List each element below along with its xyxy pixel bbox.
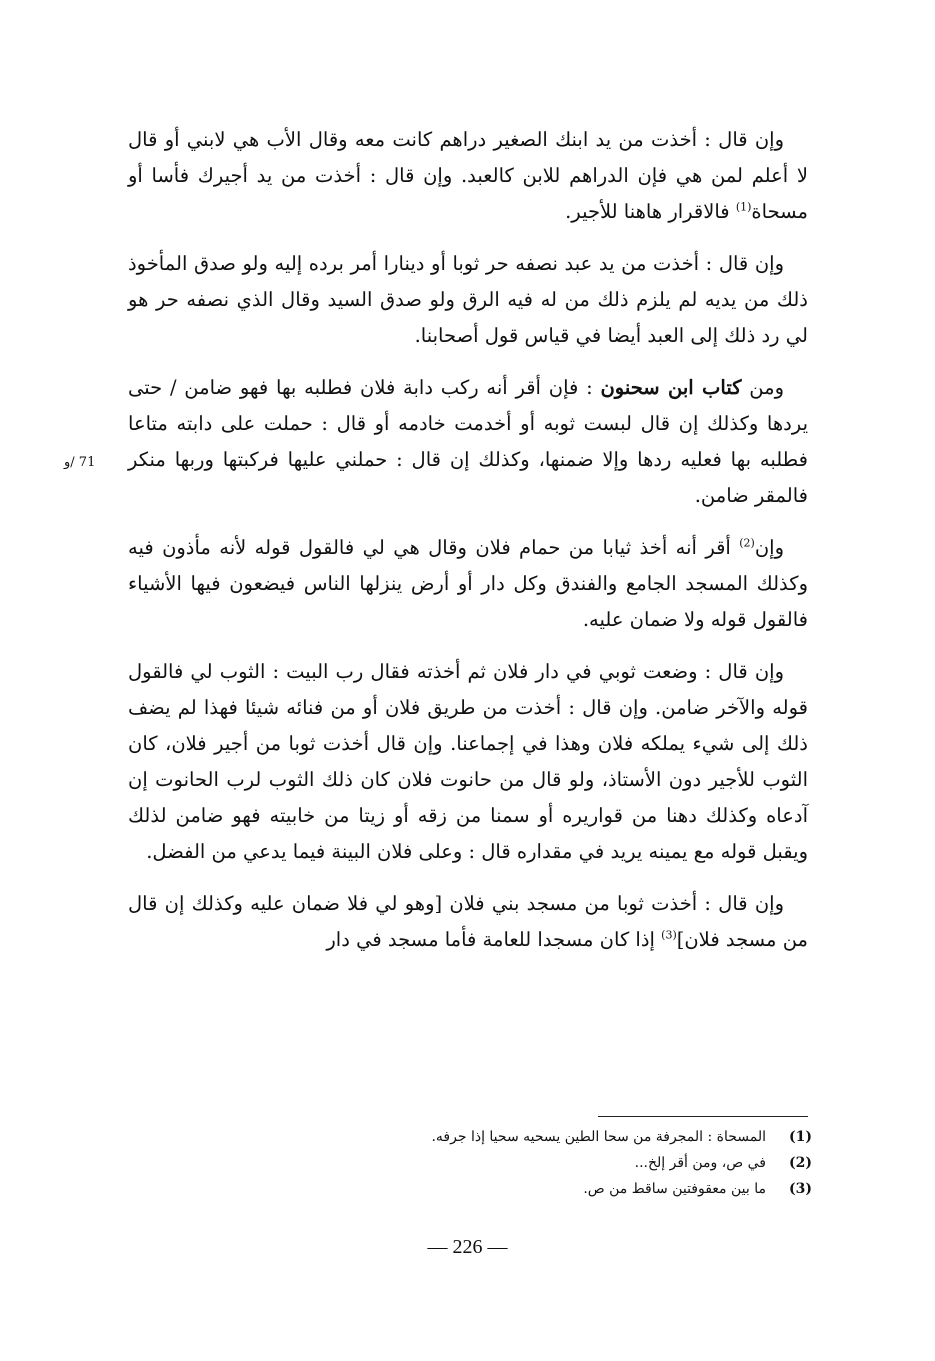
paragraph-6-text-continued: إذا كان مسجدا للعامة فأما مسجد في دار — [326, 928, 662, 951]
paragraph-2 — [128, 246, 808, 354]
footnote-2-text: في ص، ومن أقر إلخ... — [634, 1155, 766, 1171]
footnote-3-text: ما بين معقوفتين ساقط من ص. — [583, 1181, 766, 1197]
paragraph-2-text: وإن قال : أخذت من يد عبد نصفه حر ثوبا أو دينارا أمر برده إليه ولو صدق المأخوذ ذلك من يديه لم يلزم ذلك من له فيه الرق ولو صدق السيد وقال الذي نصفه حر هو لي رد ذلك إلى العبد أيضا في قياس قول أصحابنا. — [128, 252, 808, 347]
book-title-bold: كتاب ابن سحنون — [600, 376, 742, 399]
paragraph-3 — [128, 370, 808, 514]
main-text-block — [128, 122, 808, 974]
paragraph-3-lead: ومن — [741, 376, 784, 399]
footnote-marker-1: (1) — [735, 200, 752, 214]
footnote-2-number: (2) — [789, 1155, 812, 1171]
footnote-marker-3: (3) — [661, 928, 677, 942]
footnote-1-number: (1) — [789, 1129, 812, 1145]
footnotes-section — [300, 1124, 812, 1202]
footnote-marker-2: (2) — [739, 536, 755, 550]
paragraph-4 — [128, 530, 808, 638]
paragraph-5 — [128, 654, 808, 870]
footnote-3-number: (3) — [789, 1181, 812, 1197]
paragraph-5-text: وإن قال : وضعت ثوبي في دار فلان ثم أخذته فقال رب البيت : الثوب لي فالقول قوله والآخر ضامن. وإن قال : أخذت من طريق فلان أو من فنائه شيئا فهذا لم يضف ذلك إلى شيء يملكه فلان وهذا في إجماعنا. وإن قال أخذت ثوبا من أجير فلان، كان الثوب للأجير دون الأستاذ، ولو قال من حانوت فلان كان ذلك الثوب لرب الحانوت إن آدعاه وكذلك دهنا من قواريره أو سمنا من زقه أو زيتا من خابيته فهو ضامن لذلك ويقبل قوله مع يمينه يريد في مقداره قال : وعلى فلان البينة فيما يدعي من الفضل. — [128, 660, 808, 863]
footnote-2 — [300, 1150, 812, 1176]
paragraph-1-text-continued: فالاقرار هاهنا للأجير. — [565, 200, 736, 223]
footnote-1 — [300, 1124, 812, 1150]
paragraph-1-text: وإن قال : أخذت من يد ابنك الصغير دراهم كانت معه وقال الأب هي لابني أو قال لا أعلم لمن هي فإن الدراهم للابن كالعبد. وإن قال : أخذت من يد أجيرك فأسا أو مسحاة — [128, 128, 808, 223]
margin-folio-reference: 71 /و — [64, 455, 96, 470]
footnote-divider — [598, 1116, 808, 1117]
page-number: — 226 — — [427, 1236, 508, 1258]
paragraph-4-lead: وإن — [754, 536, 784, 559]
footnote-1-text: المسحاة : المجرفة من سحا الطين يسحيه سحيا إذا جرفه. — [431, 1129, 766, 1145]
paragraph-3-text: : فإن أقر أنه ركب دابة فلان فطلبه بها فهو ضامن / حتى يردها وكذلك إن قال لبست ثوبه أو أخدمت خادمه أو قال : حملت على دابته متاعا فطلبه بها فعليه ردها وإلا ضمنها، وكذلك إن قال : حملني عليها فركبتها وربها منكر فالمقر ضامن. — [128, 376, 808, 507]
paragraph-6 — [128, 886, 808, 958]
paragraph-4-text: أقر أنه أخذ ثيابا من حمام فلان وقال هي لي فالقول قوله لأنه مأذون فيه وكذلك المسجد الجامع والفندق وكل دار أو أرض ينزلها الناس فيضعون فيها الأشياء فالقول قوله ولا ضمان عليه. — [128, 536, 808, 631]
footnote-3 — [300, 1176, 812, 1202]
paragraph-6-text: وإن قال : أخذت ثوبا من مسجد بني فلان [وهو لي فلا ضمان عليه وكذلك إن قال من مسجد فلان] — [128, 892, 808, 951]
paragraph-1 — [128, 122, 808, 230]
